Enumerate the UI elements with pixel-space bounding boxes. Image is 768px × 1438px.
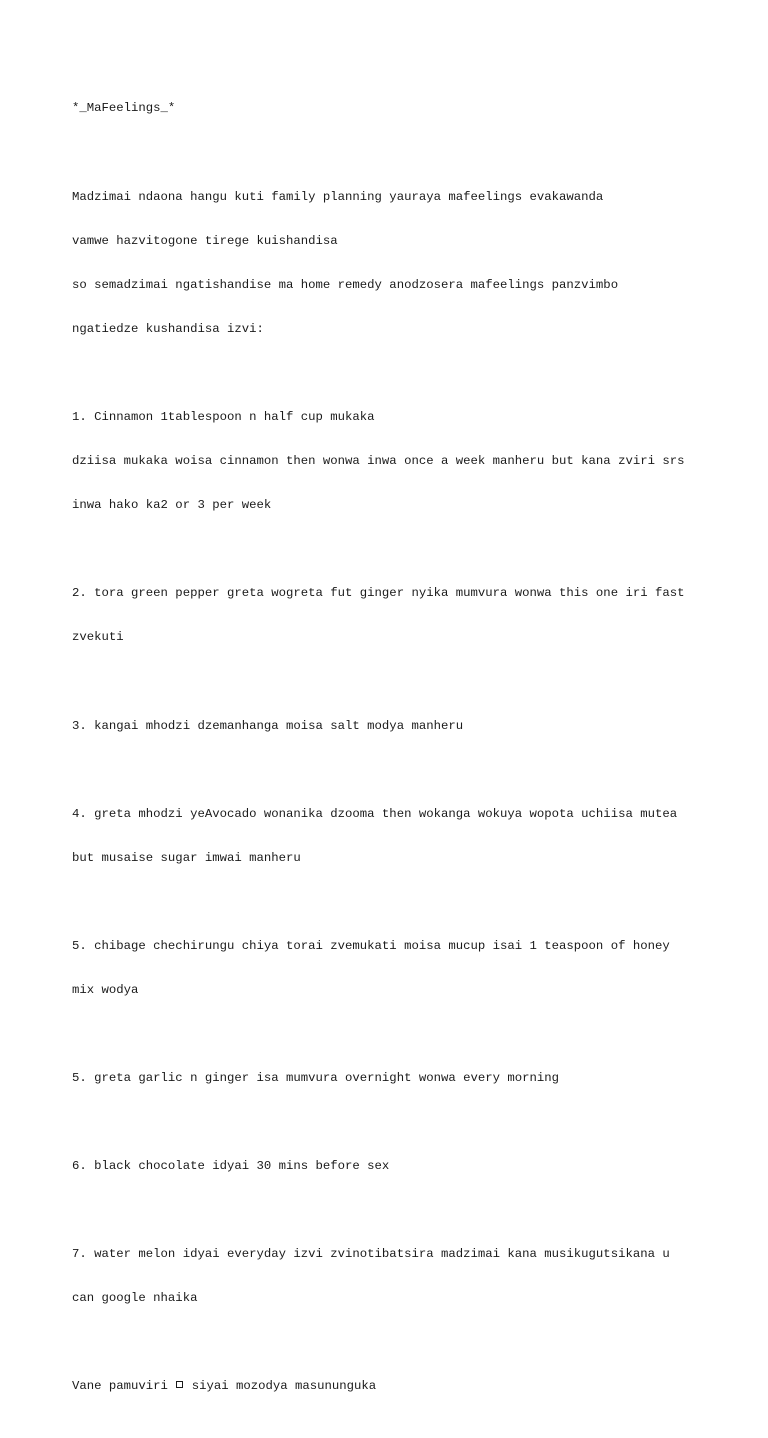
list-item <box>72 1130 732 1204</box>
list-item <box>72 1218 732 1336</box>
intro-line: so semadzimai ngatishandise ma home remedy anodzosera mafeelings panzvimbo <box>72 277 619 292</box>
intro-paragraph <box>72 160 732 366</box>
list-item <box>72 381 732 543</box>
list-item <box>72 1042 732 1116</box>
item-line: 7. water melon idyai everyday izvi zvinotibatsira madzimai kana musikugutsikana u <box>72 1247 670 1262</box>
item-line: can google nhaika <box>72 1291 198 1306</box>
title-line: *_MaFeelings_* <box>72 101 176 116</box>
list-item <box>72 777 732 895</box>
closing-text-before: Vane pamuviri <box>72 1379 176 1394</box>
document-body <box>72 72 732 1438</box>
closing-paragraph <box>72 1350 732 1424</box>
list-item <box>72 689 732 763</box>
intro-line: Madzimai ndaona hangu kuti family planning yauraya mafeelings evakawanda <box>72 189 604 204</box>
intro-line: vamwe hazvitogone tirege kuishandisa <box>72 233 338 248</box>
item-line: 4. greta mhodzi yeAvocado wonanika dzooma then wokanga wokuya wopota uchiisa mutea <box>72 806 678 821</box>
item-line: dziisa mukaka woisa cinnamon then wonwa inwa once a week manheru but kana zviri srs <box>72 454 685 469</box>
item-line: 2. tora green pepper greta wogreta fut ginger nyika mumvura wonwa this one iri fast <box>72 586 685 601</box>
item-line: 5. chibage chechirungu chiya torai zvemukati moisa mucup isai 1 teaspoon of honey <box>72 938 670 953</box>
box-glyph-icon <box>176 1381 183 1388</box>
list-item <box>72 557 732 675</box>
item-line: but musaise sugar imwai manheru <box>72 850 301 865</box>
closing-line <box>72 1379 732 1394</box>
closing-text-after: siyai mozodya masununguka <box>184 1379 377 1394</box>
item-line: 5. greta garlic n ginger isa mumvura overnight wonwa every morning <box>72 1071 560 1086</box>
item-line: zvekuti <box>72 630 124 645</box>
item-line: 3. kangai mhodzi dzemanhanga moisa salt modya manheru <box>72 718 464 733</box>
item-line: mix wodya <box>72 982 139 997</box>
item-line: inwa hako ka2 or 3 per week <box>72 498 272 513</box>
intro-line: ngatiedze kushandisa izvi: <box>72 321 264 336</box>
item-line: 6. black chocolate idyai 30 mins before sex <box>72 1159 390 1174</box>
list-item <box>72 909 732 1027</box>
document-title <box>72 72 732 146</box>
item-line: 1. Cinnamon 1tablespoon n half cup mukaka <box>72 409 375 424</box>
